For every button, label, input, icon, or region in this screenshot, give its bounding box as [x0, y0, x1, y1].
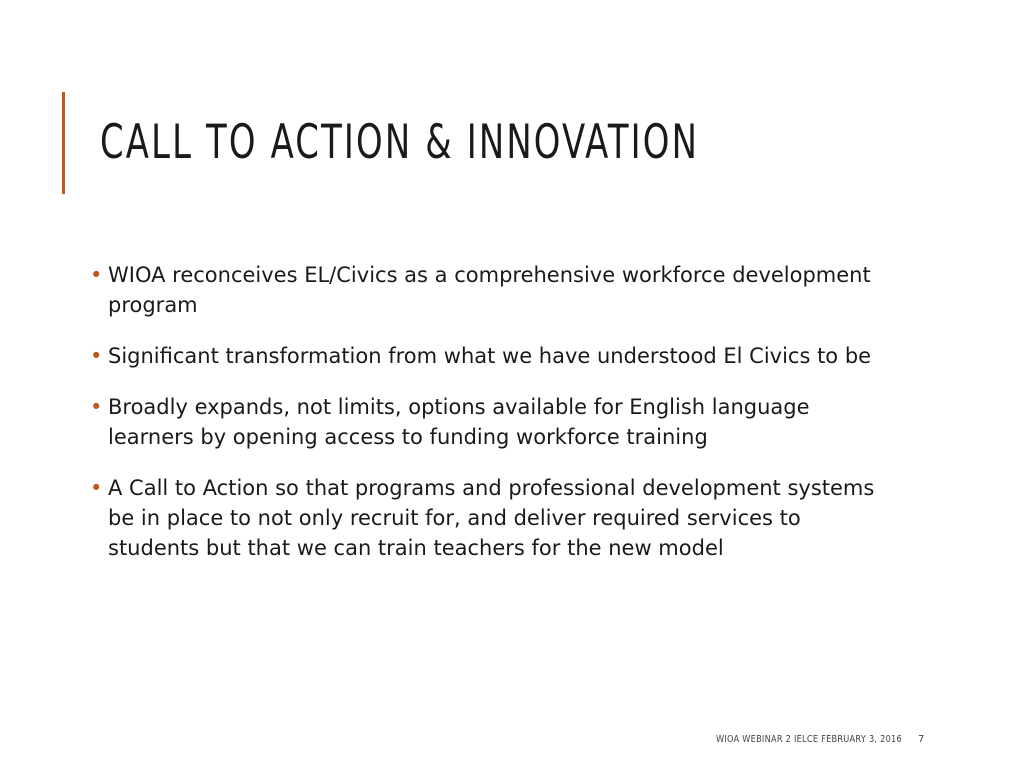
footer-text: WIOA WEBINAR 2 IELCE FEBRUARY 3, 2016	[716, 734, 902, 745]
bullet-list	[90, 260, 890, 584]
bullet-item	[90, 341, 890, 371]
slide-title: CALL TO ACTION & INNOVATION	[100, 115, 700, 170]
page-number: 7	[918, 734, 925, 745]
bullet-dot-icon: •	[90, 476, 103, 500]
title-accent-bar	[62, 92, 65, 194]
bullet-item	[90, 260, 890, 320]
bullet-item	[90, 473, 890, 563]
bullet-dot-icon: •	[90, 344, 103, 368]
bullet-dot-icon: •	[90, 395, 103, 419]
bullet-text: Significant transformation from what we have understood El Civics to be	[108, 344, 872, 368]
bullet-item	[90, 392, 890, 452]
bullet-dot-icon: •	[90, 263, 103, 287]
bullet-text: Broadly expands, not limits, options available for English language learners by opening access to funding workforce training	[108, 395, 810, 449]
bullet-text: WIOA reconceives EL/Civics as a comprehensive workforce development program	[108, 263, 871, 317]
bullet-text: A Call to Action so that programs and professional development systems be in place to not only recruit for, and deliver required services to students but that we can train teachers for the new model	[108, 476, 875, 560]
